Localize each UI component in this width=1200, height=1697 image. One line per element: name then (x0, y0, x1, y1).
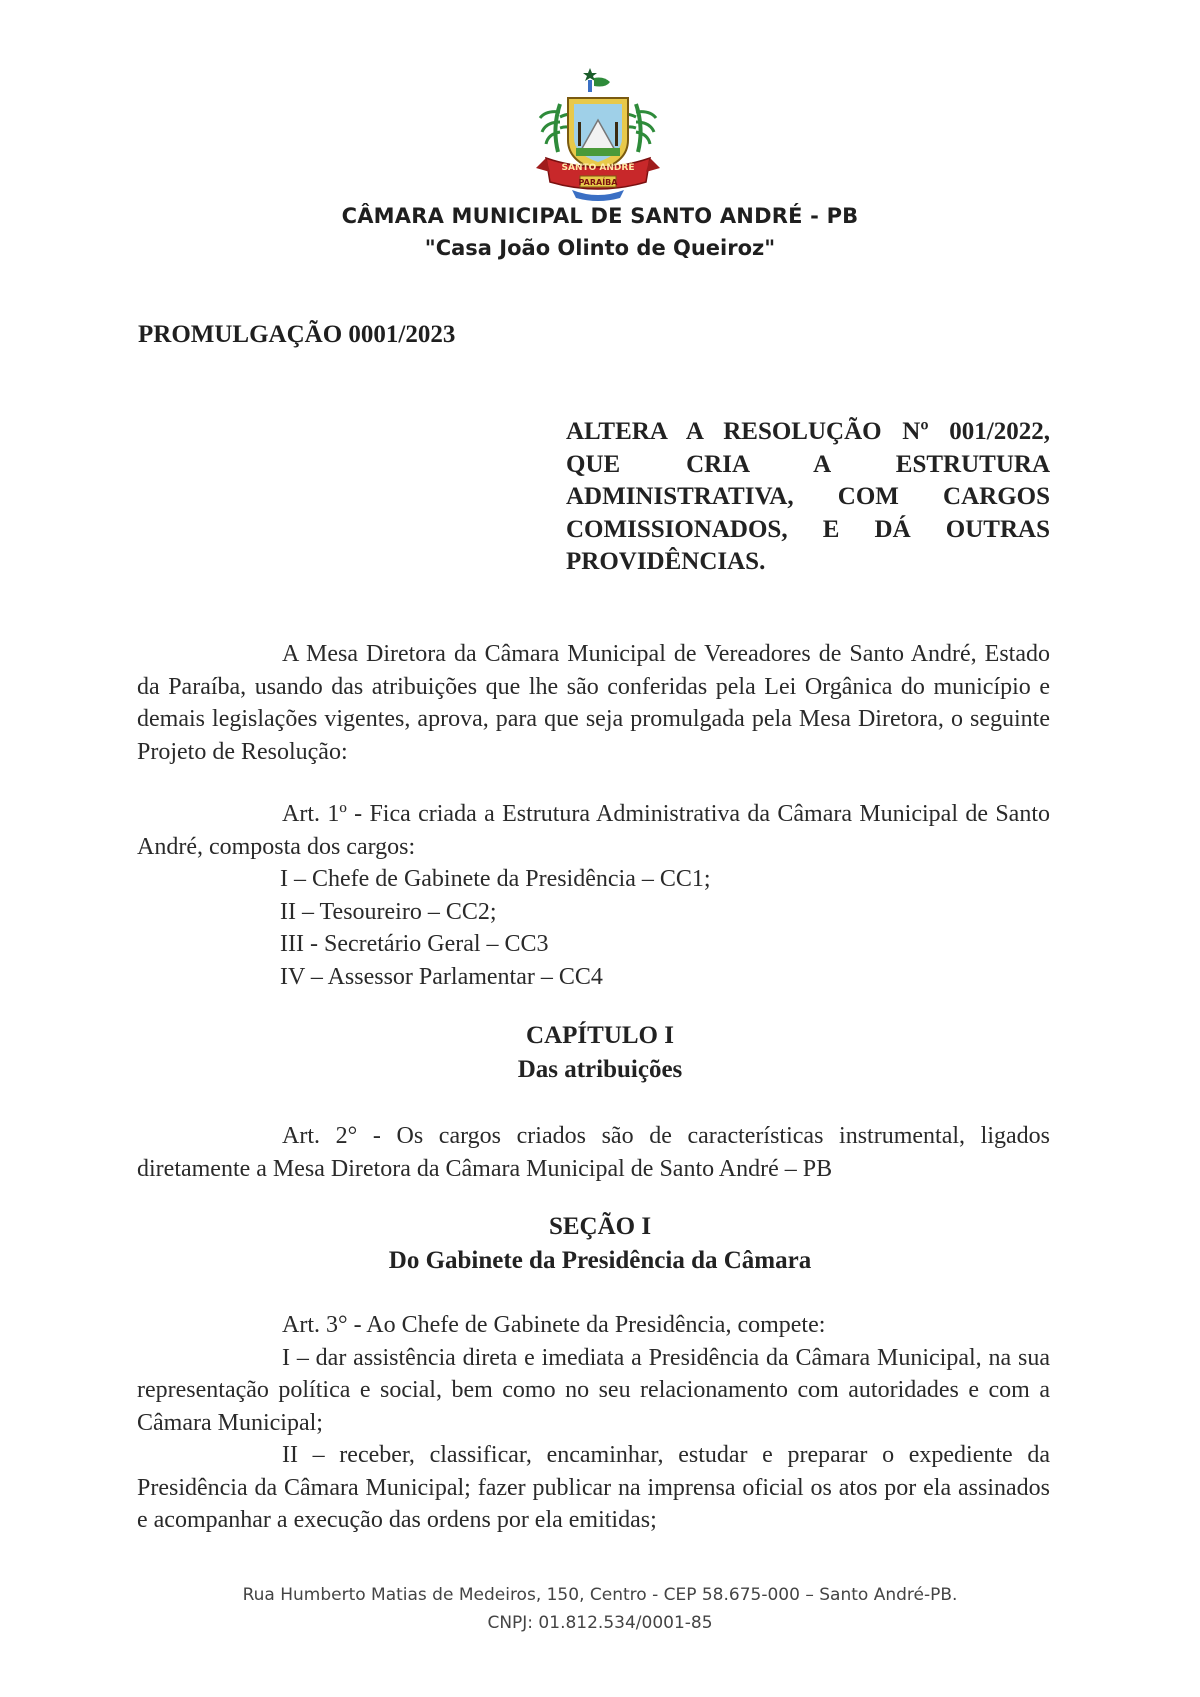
footer-address: Rua Humberto Matias de Medeiros, 150, Centro - CEP 58.675-000 – Santo André-PB. (242, 1585, 958, 1605)
ementa-block (566, 416, 1050, 579)
section-title: SEÇÃO I (548, 1213, 652, 1240)
emblem-label-bottom: PARAÍBA (578, 178, 618, 187)
chamber-subtitle: "Casa João Olinto de Queiroz" (424, 236, 776, 260)
article-1-item: II – Tesoureiro – CC2; (280, 899, 497, 925)
preamble-text: A Mesa Diretora da Câmara Municipal de Vereadores de Santo André, Estado da Paraíba, usando das atribuições que lhe são conferidas pela Lei Orgânica do município e demais legislações vigentes, aprova, para que seja promulgada pela Mesa Diretora, o seguinte Projeto de Resolução: (137, 641, 1050, 765)
document-number: PROMULGAÇÃO 0001/2023 (138, 321, 456, 348)
article-3-item: II – receber, classificar, encaminhar, estudar e preparar o expediente da Presidência da Câmara Municipal; fazer publicar na imprensa oficial os atos por ela assinados e acompanhar a execução das ordens por ela emitidas; (137, 1442, 1050, 1533)
article-2 (137, 1120, 1050, 1185)
article-3-item: I – dar assistência direta e imediata a Presidência da Câmara Municipal, na sua representação política e social, bem como no seu relacionamento com autoridades e com a Câmara Municipal; (137, 1344, 1050, 1436)
preamble-paragraph (137, 638, 1050, 768)
ementa-line: ALTERA A RESOLUÇÃO Nº 001/2022, (566, 418, 1050, 445)
article-3-text: Art. 3° - Ao Chefe de Gabinete da Presidência, compete: (282, 1312, 826, 1338)
ementa-line: ADMINISTRATIVA, COM CARGOS (566, 483, 1050, 510)
section-subtitle: Do Gabinete da Presidência da Câmara (388, 1247, 812, 1274)
article-1-item: III - Secretário Geral – CC3 (280, 931, 549, 957)
ementa-line: PROVIDÊNCIAS. (566, 548, 766, 575)
article-1-item: IV – Assessor Parlamentar – CC4 (280, 964, 603, 990)
article-2-text: Art. 2° - Os cargos criados são de características instrumental, ligados diretamente a Mesa Diretora da Câmara Municipal de Santo André – PB (137, 1123, 1050, 1182)
article-3 (137, 1309, 1050, 1537)
ementa-line: COMISSIONADOS, E DÁ OUTRAS (566, 515, 1050, 543)
footer-cnpj: CNPJ: 01.812.534/0001-85 (487, 1613, 713, 1633)
chapter-subtitle: Das atribuições (517, 1056, 683, 1083)
emblem-label-top: SANTO ANDRÉ (561, 163, 635, 173)
ementa-line: QUE CRIA A ESTRUTURA (566, 450, 1050, 478)
article-1-text: Art. 1º - Fica criada a Estrutura Administrativa da Câmara Municipal de Santo André, composta dos cargos: (137, 801, 1050, 860)
article-1 (137, 798, 1050, 863)
article-1-item: I – Chefe de Gabinete da Presidência – CC1; (280, 866, 711, 892)
coat-of-arms-icon (528, 62, 668, 204)
municipal-emblem (528, 62, 668, 204)
chamber-title: CÂMARA MUNICIPAL DE SANTO ANDRÉ - PB (341, 204, 859, 228)
chapter-title: CAPÍTULO I (526, 1022, 674, 1049)
